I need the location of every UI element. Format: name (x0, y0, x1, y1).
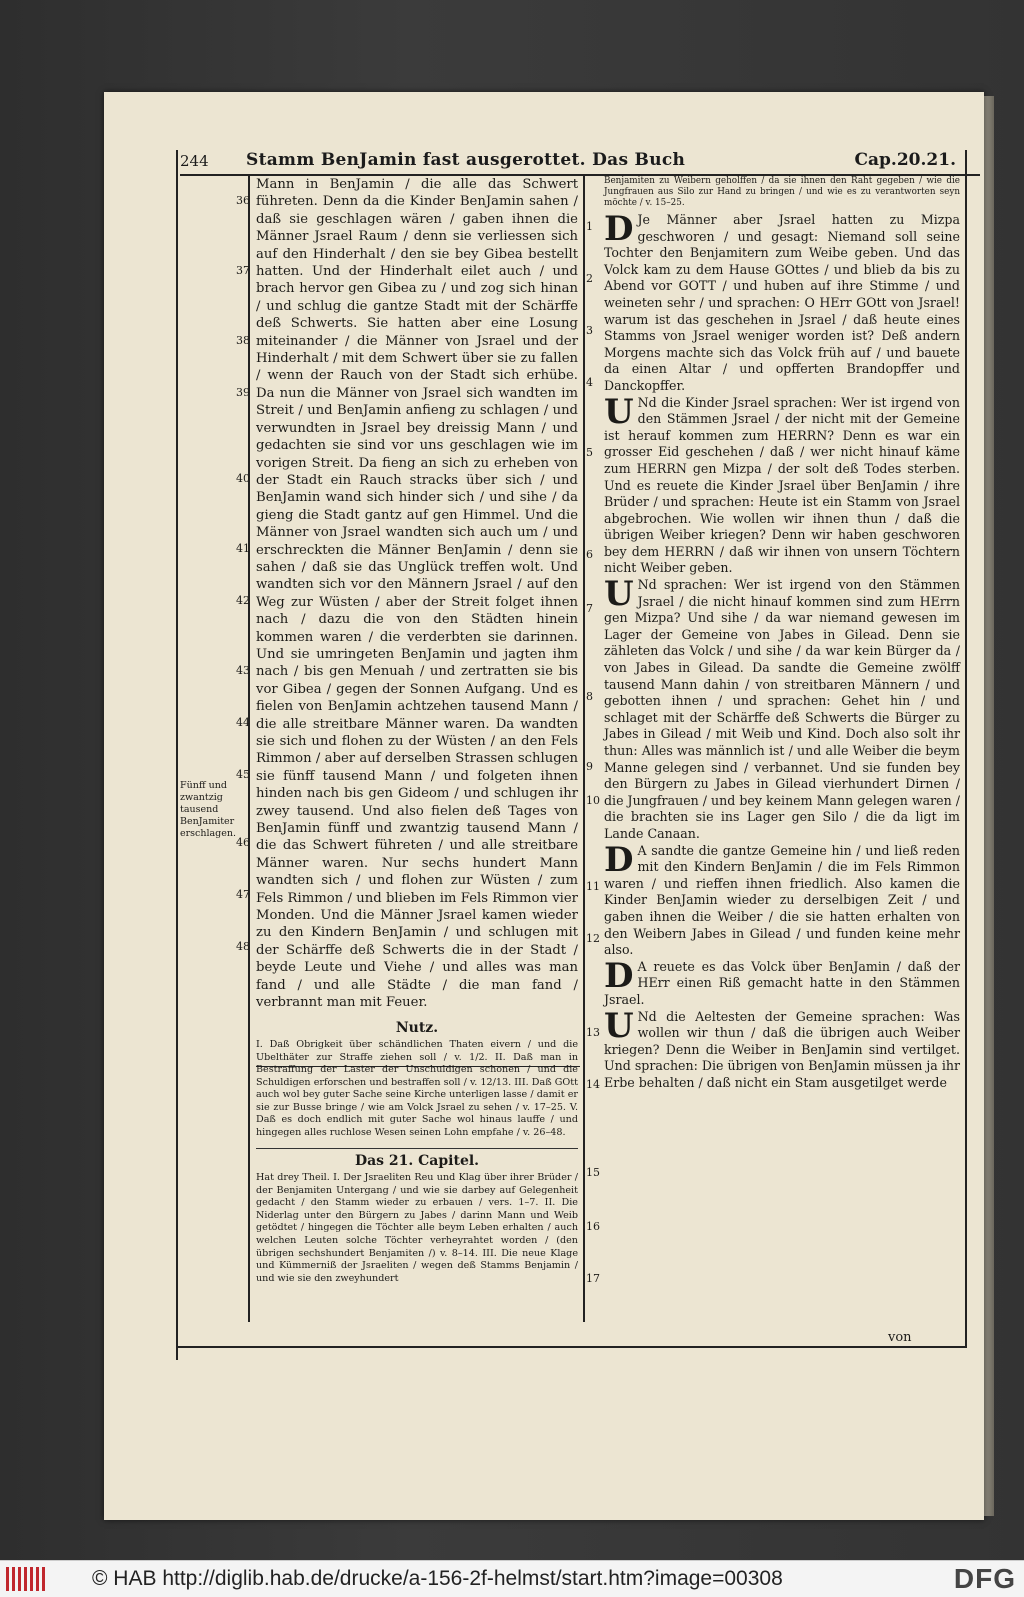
verse-number: 43 (236, 664, 250, 677)
chapter-reference: Cap.20.21. (854, 150, 956, 170)
summary-continuation: Benjamiten zu Weibern geholffen / da sie ihnen den Raht gegeben / wie die Jungfrauen aus Silo zur Hand zu bringen / und wie es zu verantworten seyn möchte / v. 15–25. (604, 176, 960, 208)
verse-number: 10 (586, 794, 600, 807)
verse-number: 40 (236, 472, 250, 485)
dropcap-u-3: U (604, 1005, 634, 1046)
left-verse-numbers (236, 180, 250, 1080)
right-verse-numbers (586, 176, 600, 1326)
paragraph-1-text: Je Männer aber Jsrael hatten zu Mizpa geschworen / und gesagt: Niemand soll seine Tochter den Benjamitern zum Weibe geben. Und das Volck kam zu dem Hause GOttes / und blieb da bis zu Abend vor GOTT / und huben auf ihre Stimme / und weineten sehr / und sprachen: O HErr GOtt von Jsrael! warum ist das geschehen in Jsrael / daß heute eines Stamms von Jsrael weniger worden ist? Deß andern Morgens machte sich das Volck früh auf / und bauete da einen Altar / und opfferten Brandopffer und Danckopffer. (604, 212, 960, 393)
paragraph-5-text: A reuete es das Volck über BenJamin / daß der HErr einen Riß gemacht hatte in den Stämmen Jsrael. (604, 958, 960, 1007)
verse-number: 44 (236, 716, 250, 729)
page-edge (984, 96, 994, 1516)
verse-number: 13 (586, 1026, 600, 1039)
verse-number: 2 (586, 272, 593, 285)
verse-number: 39 (236, 386, 250, 399)
verse-number: 45 (236, 768, 250, 781)
right-column (604, 176, 960, 1091)
paragraph-2 (604, 391, 960, 578)
verse-number: 12 (586, 932, 600, 945)
verse-number: 17 (586, 1272, 600, 1285)
verse-number: 4 (586, 376, 593, 389)
verse-number: 36 (236, 194, 250, 207)
paragraph-6 (604, 1005, 960, 1092)
dropcap-d: D (604, 209, 634, 249)
paragraph-3 (604, 574, 960, 843)
verse-number: 37 (236, 264, 250, 277)
hab-logo-icon (6, 1567, 46, 1591)
nutz-heading: Nutz. (395, 1019, 439, 1036)
page-number: 244 (180, 152, 209, 170)
verse-number: 48 (236, 940, 250, 953)
verse-number: 6 (586, 548, 593, 561)
verse-number: 47 (236, 888, 250, 901)
dfg-logo: DFG (953, 1563, 1016, 1594)
margin-note: Fünff und zwantzig tausend BenJamiter erschlagen. (180, 780, 237, 839)
paragraph-4 (604, 839, 960, 959)
verse-number: 16 (586, 1220, 600, 1233)
dropcap-d-3: D (604, 955, 634, 996)
verse-number: 1 (586, 220, 593, 233)
paragraph-3-text: Nd sprachen: Wer ist irgend von den Stämmen Jsrael / die nicht hinauf kommen sind zum HErrn gen Mizpa? Und sihe / da war niemand gewesen im Lager der Gemeine von Jabes in Gilead. Denn sie zähleten das Volck / und sihe / da war kein Bürger da / von Jabes in Gilead. Da sandte die Gemeine zwölff tausend Mann dahin / von streitbaren Männern / und gebotten ihnen / und sprachen: Gehet hin / und schlaget mit der Schärffe deß Schwerts die Bürger zu Jabes in Gilead / mit Weib und Kind. Doch also solt ihr thun: Alles was männlich ist / und alle Weiber die beym Manne gelegen sind / verbannet. Und sie funden bey den Bürgern zu Jabes in Gilead vierhundert Dirnen / die Jungfrauen / und bey keinem Mann gelegen waren / die brachten sie ins Lager gen Silo / die da ligt im Lande Canaan. (604, 577, 960, 841)
dropcap-u: U (604, 391, 634, 432)
verse-number: 14 (586, 1078, 600, 1091)
paragraph-2-text: Nd die Kinder Jsrael sprachen: Wer ist irgend von den Stämmen Jsrael / der nicht mit der Gemeine ist herauf kommen zum HERRN? Denn es war ein grosser Eid geschehen / daß / wer nicht hinauf käme zum HERRN gen Mizpa / der solt deß Todes sterben. Und es reuete die Kinder Jsrael über BenJamin / ihre Brüder / und sprachen: Heute ist ein Stamm von Jsrael abgebrochen. Wie wollen wir ihnen thun / daß die übrigen Weiber kriegen? Denn wir haben geschworen bey dem HERRN / daß wir ihnen von unsern Töchtern nicht Weiber geben. (604, 394, 960, 576)
verse-number: 42 (236, 594, 250, 607)
footer-url[interactable]: © HAB http://diglib.hab.de/drucke/a-156-2f-helmst/start.htm?image=00308 (92, 1567, 783, 1590)
paragraph-6-text: Nd die Aeltesten der Gemeine sprachen: Was wollen wir thun / daß die übrigen auch Weiber kriegen? Denn die Weiber in BenJamin sind vertilget. Und sprachen: Die übrigen von BenJamin müssen ja ihr Erbe behalten / daß nicht ein Stam ausgetilget werde (604, 1008, 960, 1090)
nutz-text: I. Daß Obrigkeit über schändlichen Thaten eivern / und die Ubelthäter zur Straffe ziehen soll / v. 1/2. II. Daß man in Bestraffung der Laster der Unschuldigen schonen / und die Schuldigen erforschen und bestraffen soll / v. 12/13. III. Daß GOtt auch wol bey guter Sache seine Kirche unterligen lasse / damit er sie zur Busse bringe / wie am Volck Jsrael zu sehen / v. 17–25. V. Daß es doch endlich mit guter Sache wol hinaus lauffe / und hingegen alles ruchlose Wesen seinen Lohn empfahe / v. 26–48. (256, 1038, 578, 1139)
bottom-rule (176, 1346, 967, 1348)
rule-center (583, 176, 585, 1322)
verse-number: 8 (586, 690, 593, 703)
dropcap-d-2: D (604, 839, 634, 880)
left-column (256, 176, 578, 1285)
verse-number: 15 (586, 1166, 600, 1179)
running-title: Stamm BenJamin fast ausgerottet. Das Buch (246, 150, 686, 170)
verse-number: 7 (586, 602, 593, 615)
running-head (180, 150, 980, 176)
verse-number: 11 (586, 880, 600, 893)
verse-number: 38 (236, 334, 250, 347)
outer-rule-left (176, 150, 178, 1360)
verse-number: 41 (236, 542, 250, 555)
paragraph-1 (604, 209, 960, 395)
verse-number: 46 (236, 836, 250, 849)
verse-number: 9 (586, 760, 593, 773)
paragraph-4-text: A sandte die gantze Gemeine hin / und ließ reden mit den Kindern BenJamin / die im Fels Rimmon waren / und rieffen ihnen friedlich. Also kamen die Kinder BenJamin wieder zu derselbigen Zeit / und gaben ihnen die Weiber / die sie hatten erhalten von den Weibern Jabes in Gilead / und funden keine mehr also. (604, 842, 960, 958)
dropcap-u-2: U (604, 574, 634, 615)
catchword: von (888, 1330, 912, 1345)
left-body-text: Mann in BenJamin / die alle das Schwert führeten. Denn da die Kinder BenJamin sahen / daß sie geschlagen wären / gaben ihnen die Männer Jsrael Raum / denn sie verliessen sich auf den Hinderhalt / den sie bey Gibea bestellt hatten. Und der Hinderhalt eilet auch / und brach hervor gen Gibea zu / und zog sich hinan / und schlug die gantze Stadt mit der Schärffe deß Schwerts. Sie hatten aber eine Losung miteinander / die Männer von Jsrael und der Hinderhalt / mit dem Schwert über sie zu fallen / wenn der Rauch von der Stadt sich erhübe. Da nun die Männer von Jsrael sich wandten im Streit / und BenJamin anfieng zu schlagen / und verwundten in Jsrael bey dreissig Mann / und gedachten sie sind vor uns geschlagen wie im vorigen Streit. Da fieng an sich zu erheben von der Stadt ein Rauch stracks über sich / und BenJamin wand sich hinder sich / und sihe / da gieng die Stadt gantz auf gen Himmel. Und die Männer von Jsrael wandten sich auch um / und erschreckten die Männer BenJamin / denn sie sahen / daß sie das Unglück treffen wolt. Und wandten sich vor den Männern Jsrael / auf den Weg zur Wüsten / aber der Streit folget ihnen nach / dazu die von den Städten hinein kommen waren / die verderbten sie darinnen. Und sie umringeten BenJamin und jagten ihm nach / bis gen Menuah / und zertratten sie bis vor Gibea / gegen der Sonnen Aufgang. Und es fielen von BenJamin achtzehen tausend Mann / die alle streitbare Männer waren. Da wandten sie sich und flohen zu der Wüsten / an den Fels Rimmon / aber auf derselben Strassen schlugen sie fünff tausend Mann / und folgeten ihnen hinden nach bis gen Gideom / und schlugen ihr zwey tausend. Und also fielen deß Tages von BenJamin fünff und zwantzig tausend Mann / die das Schwert führeten / und alle streitbare Männer waren. Nur sechs hundert Mann wandten sich / und flohen zur Wüsten / zum Fels Rimmon / und blieben im Fels Rimmon vier Monden. Und die Männer Jsrael kamen wieder zu den Kindern BenJamin / und schlugen mit der Schärffe deß Schwerts die in der Stadt / beyde Leute und Viehe / und alles was man fand / und alle Städte / die man fand / verbrannt man mit Feuer. (256, 177, 578, 1011)
verse-number: 5 (586, 446, 593, 459)
chapter-summary: Hat drey Theil. I. Der Jsraeliten Reu und Klag über ihrer Brüder / der Benjamiten Untergang / und wie sie darbey auf Gelegenheit gedacht / den Stamm wieder zu erbauen / vers. 1–7. II. Die Niderlag unter den Bürgern zu Jabes / darinn Mann und Weib getödtet / hingegen die Töchter alle beym Leben erhalten / auch welchen Leuten solche Töchter verheyrahtet worden / (den übrigen sechshundert Benjamiten /) v. 8–14. III. Die neue Klage und Kümmerniß der Jsraeliten / wegen deß Stamms Benjamin / und wie sie den zweyhundert (256, 1172, 578, 1284)
footer-bar (0, 1560, 1024, 1597)
chapter-heading: Das 21. Capitel. (256, 1148, 578, 1170)
verse-number: 3 (586, 324, 593, 337)
paragraph-5 (604, 955, 960, 1009)
outer-rule-right (965, 150, 967, 1346)
